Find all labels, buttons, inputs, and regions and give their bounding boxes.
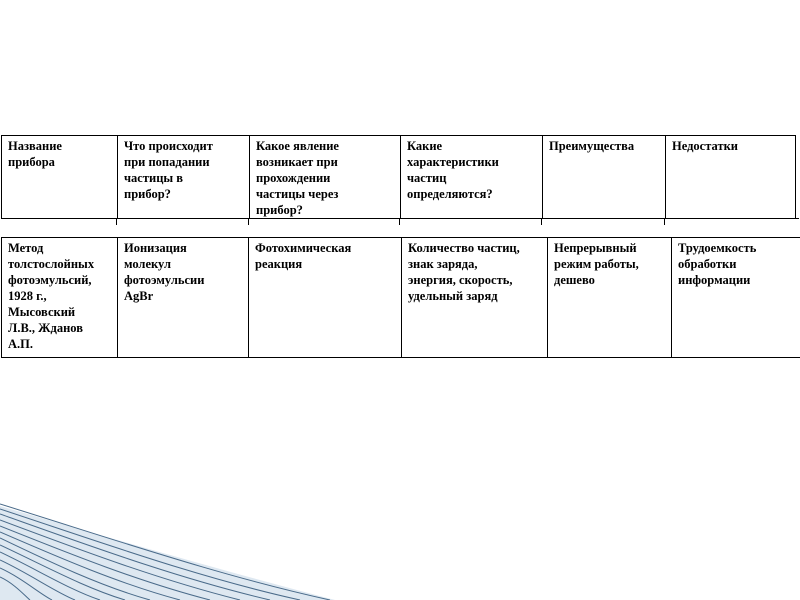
- separator-stub: [116, 219, 117, 225]
- cell-disadvantages: Трудоемкость обработки информации: [672, 238, 800, 358]
- header-cell-advantages: Преимущества: [543, 136, 666, 221]
- separator-stub: [541, 219, 542, 225]
- separator-stub: [248, 219, 249, 225]
- header-table: [1, 135, 796, 221]
- header-cell-characteristics: Какие характеристики частиц определяются?: [401, 136, 543, 221]
- body-table: [1, 237, 800, 358]
- cell-advantages: Непрерывный режим работы, дешево: [548, 238, 672, 358]
- cell-characteristics: Количество частиц, знак заряда, энергия, скорость, удельный заряд: [402, 238, 548, 358]
- separator-stub: [399, 219, 400, 225]
- header-cell-phenomenon: Какое явление возникает при прохождении частицы через прибор?: [250, 136, 401, 221]
- cell-phenomenon: Фотохимическая реакция: [249, 238, 402, 358]
- header-cell-device-name: Название прибора: [2, 136, 118, 221]
- cell-method: Метод толстослойных фотоэмульсий, 1928 г., Мысовский Л.В., Жданов А.П.: [2, 238, 118, 358]
- table-row: [2, 238, 800, 358]
- header-row: [2, 136, 796, 221]
- cell-process: Ионизация молекул фотоэмульсии AgBr: [118, 238, 249, 358]
- separator-stub: [664, 219, 665, 225]
- header-cell-disadvantages: Недостатки: [666, 136, 796, 221]
- header-cell-what-happens: Что происходит при попадании частицы в прибор?: [118, 136, 250, 221]
- decorative-wave: [0, 480, 800, 600]
